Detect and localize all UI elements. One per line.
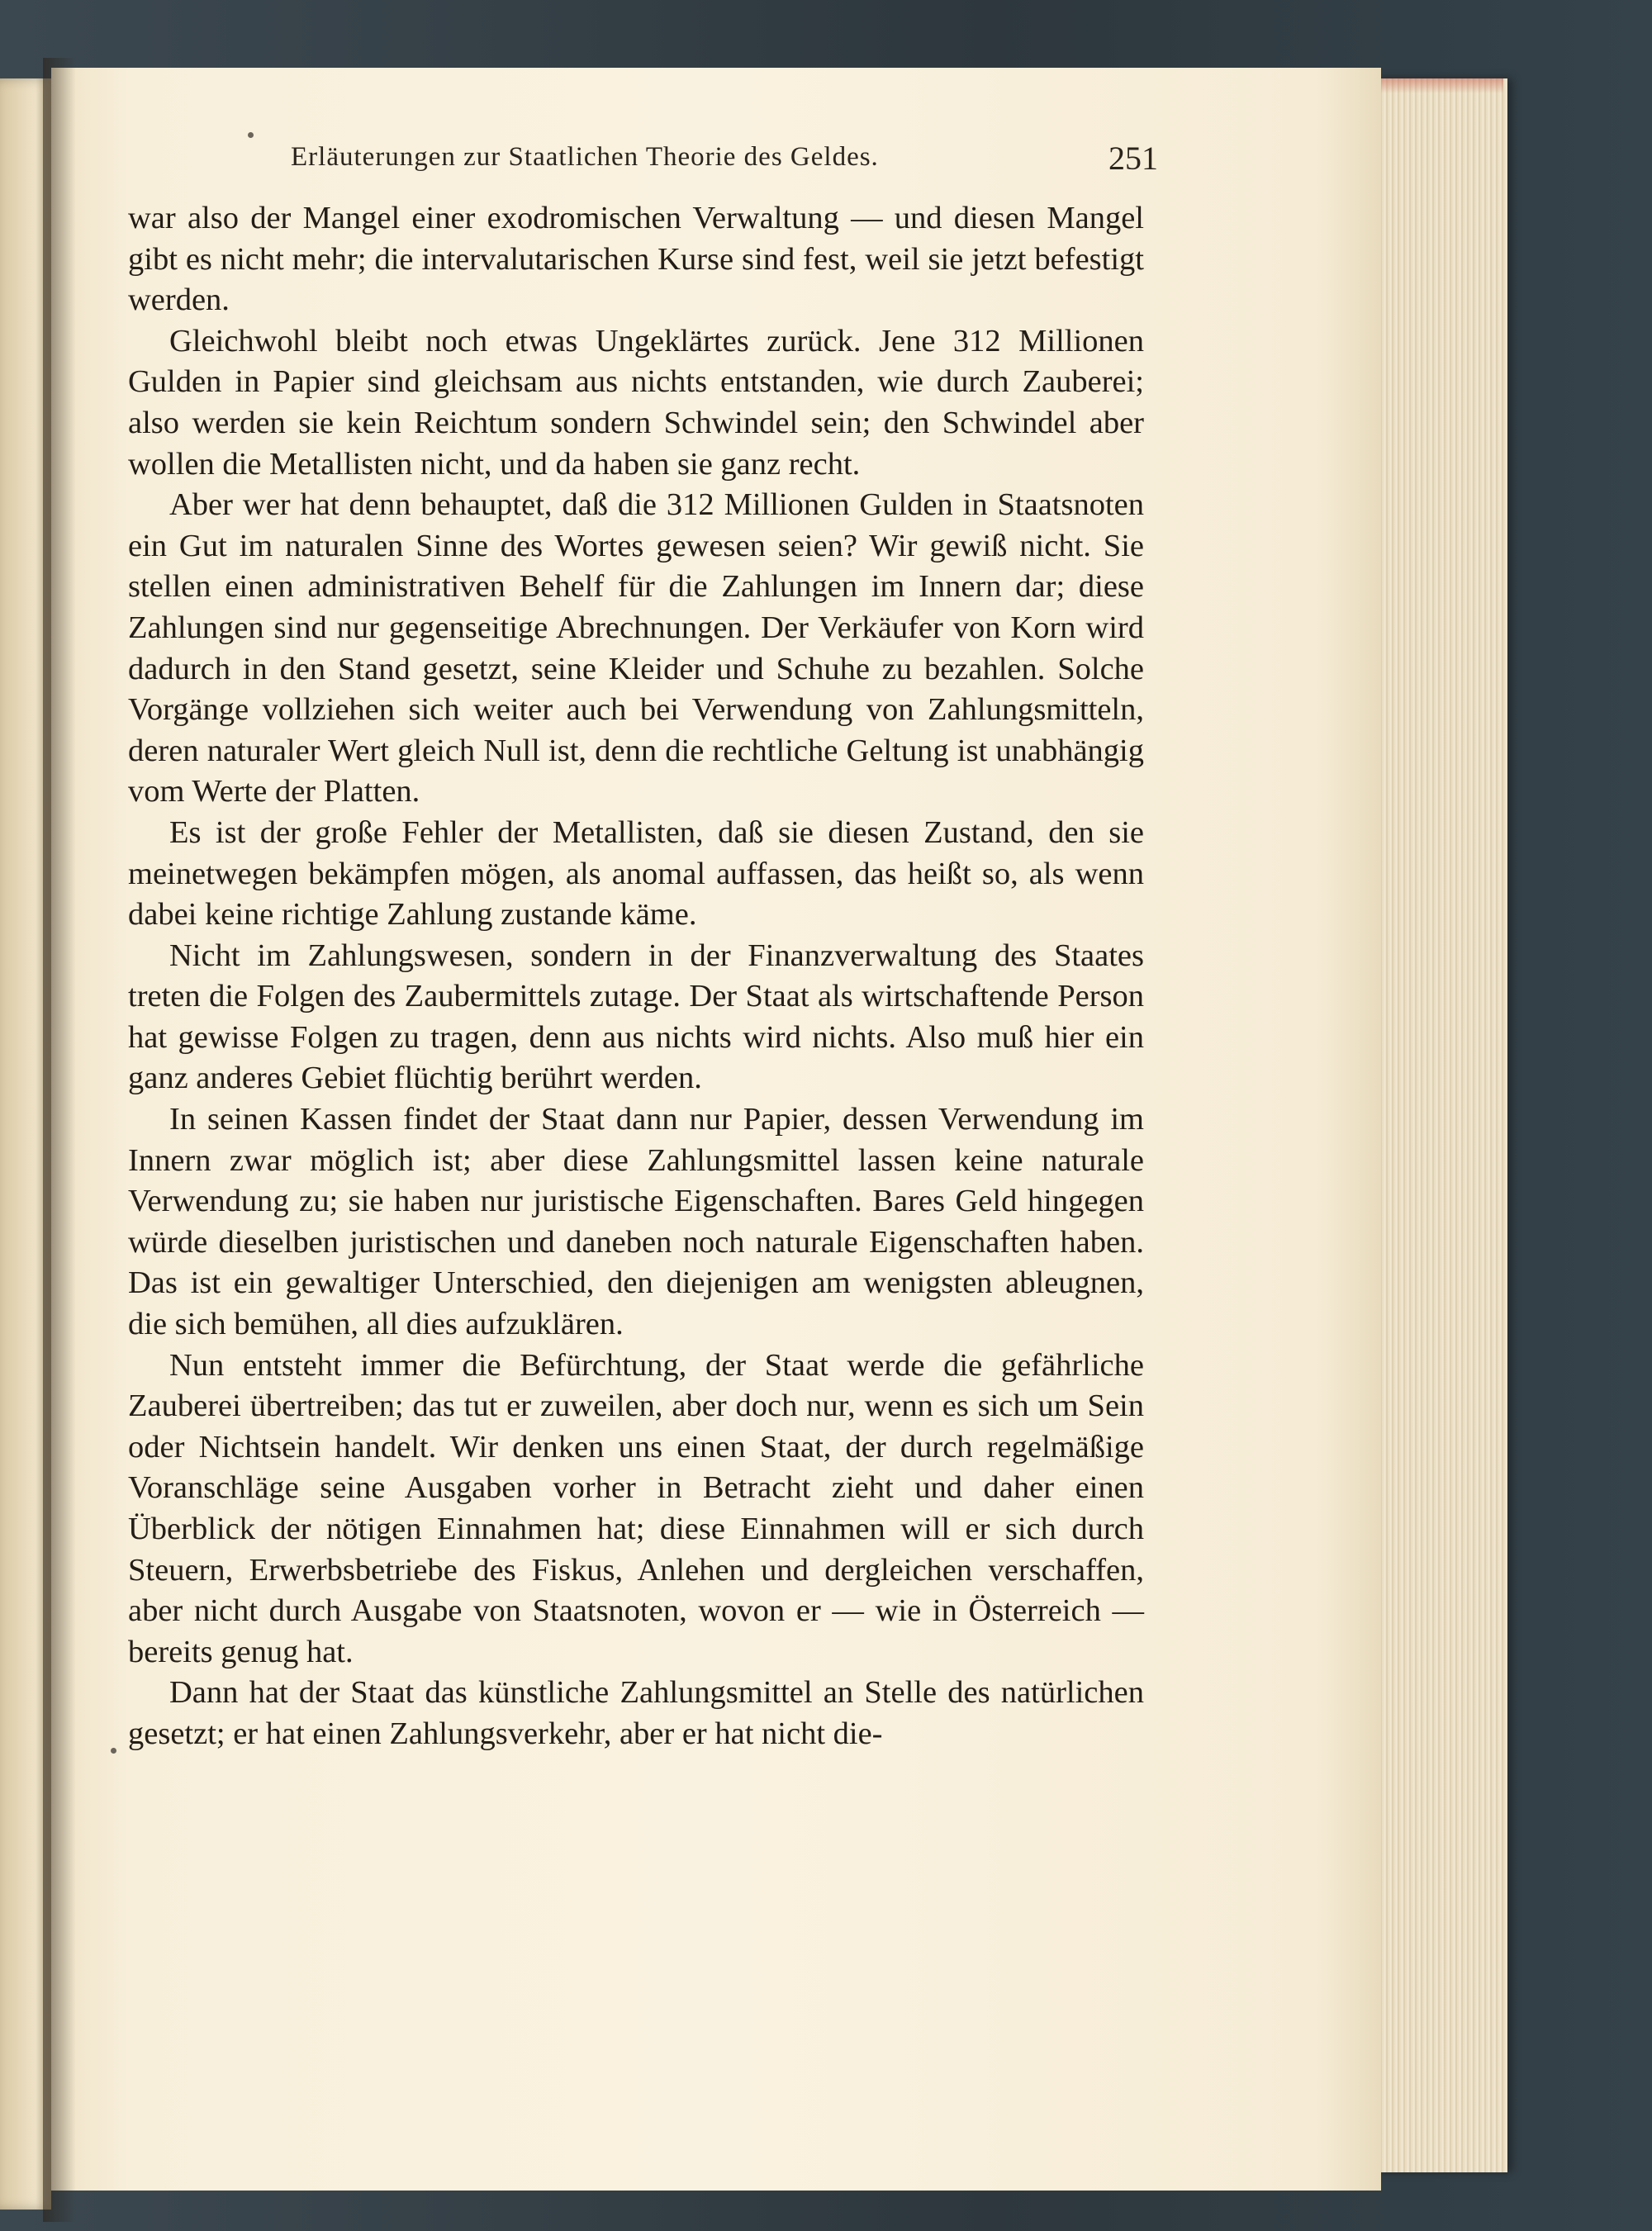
ink-speck [248,132,254,138]
running-title: Erläuterungen zur Staatlichen Theorie des Geldes. [291,142,879,172]
body-text [128,198,1144,1755]
paragraph: Aber wer hat denn behauptet, daß die 312 Millionen Gulden in Staatsnoten ein Gut im naturalen Sinne des Wortes gewesen seien? Wir gewiß nicht. Sie stellen einen administrativen Behelf für die Zahlungen im Innern dar; diese Zahlungen sind nur gegenseitige Abrechnungen. Der Verkäufer von Korn wird dadurch in den Stand gesetzt, seine Kleider und Schuhe zu bezahlen. Solche Vorgänge vollziehen sich weiter auch bei Verwendung von Zahlungsmitteln, deren naturaler Wert gleich Null ist, denn die rechtliche Geltung ist unabhängig vom Werte der Platten. [128,487,1144,809]
gutter-shadow [43,58,76,2222]
paragraph: Dann hat der Staat das künstliche Zahlungsmittel an Stelle des natürlichen gesetzt; er hat einen Zahlungsverkehr, aber er hat nicht die- [128,1675,1144,1751]
paragraph: Nun entsteht immer die Befürchtung, der Staat werde die gefährliche Zauberei übertreiben; das tut er zuweilen, aber doch nur, wenn es sich um Sein oder Nichtsein handelt. Wir denken uns einen Staat, der durch regelmäßige Voranschläge seine Ausgaben vorher in Betracht zieht und daher einen Überblick der nötigen Einnahmen hat; diese Einnahmen will er sich durch Steuern, Erwerbsbetriebe des Fiskus, Anlehen und dergleichen verschaffen, aber nicht durch Ausgabe von Staatsnoten, wovon er — wie in Österreich — bereits genug hat. [128,1347,1144,1669]
running-head [233,139,1158,188]
page-edge-tint [1379,78,1503,93]
paragraph: Gleichwohl bleibt noch etwas Ungeklärtes zurück. Jene 312 Millionen Gulden in Papier sind gleichsam aus nichts entstanden, wie durch Zauberei; also werden sie kein Reichtum sondern Schwindel sein; den Schwindel aber wollen die Metallisten nicht, und da haben sie ganz recht. [128,323,1144,482]
page-block-edges [1371,78,1507,2172]
paragraph: Nicht im Zahlungswesen, sondern in der Finanzverwaltung des Staates treten die Folgen des Zaubermittels zutage. Der Staat als wirtschaftende Person hat gewisse Folgen zu tragen, denn aus nichts wird nichts. Also muß hier ein ganz anderes Gebiet flüchtig berührt werden. [128,937,1144,1096]
page-number: 251 [1108,140,1158,177]
margin-mark [111,1748,116,1754]
paragraph: war also der Mangel einer exodromischen Verwaltung — und diesen Mangel gibt es nicht mehr; die intervalutarischen Kurse sind fest, weil sie jetzt befestigt werden. [128,201,1144,318]
paragraph: Es ist der große Fehler der Metallisten, daß sie diesen Zustand, den sie meinetwegen bekämpfen mögen, als anomal auffassen, das heißt so, als wenn dabei keine richtige Zahlung zustande käme. [128,814,1144,933]
paragraph: In seinen Kassen findet der Staat dann nur Papier, dessen Verwendung im Innern zwar möglich ist; aber diese Zahlungsmittel lassen keine naturale Verwendung zu; sie haben nur juristische Eigenschaften. Bares Geld hingegen würde dieselben juristischen und daneben noch naturale Eigenschaften haben. Das ist ein gewaltiger Unterschied, den diejenigen am wenigsten ableugnen, die sich bemühen, all dies aufzuklären. [128,1102,1144,1342]
